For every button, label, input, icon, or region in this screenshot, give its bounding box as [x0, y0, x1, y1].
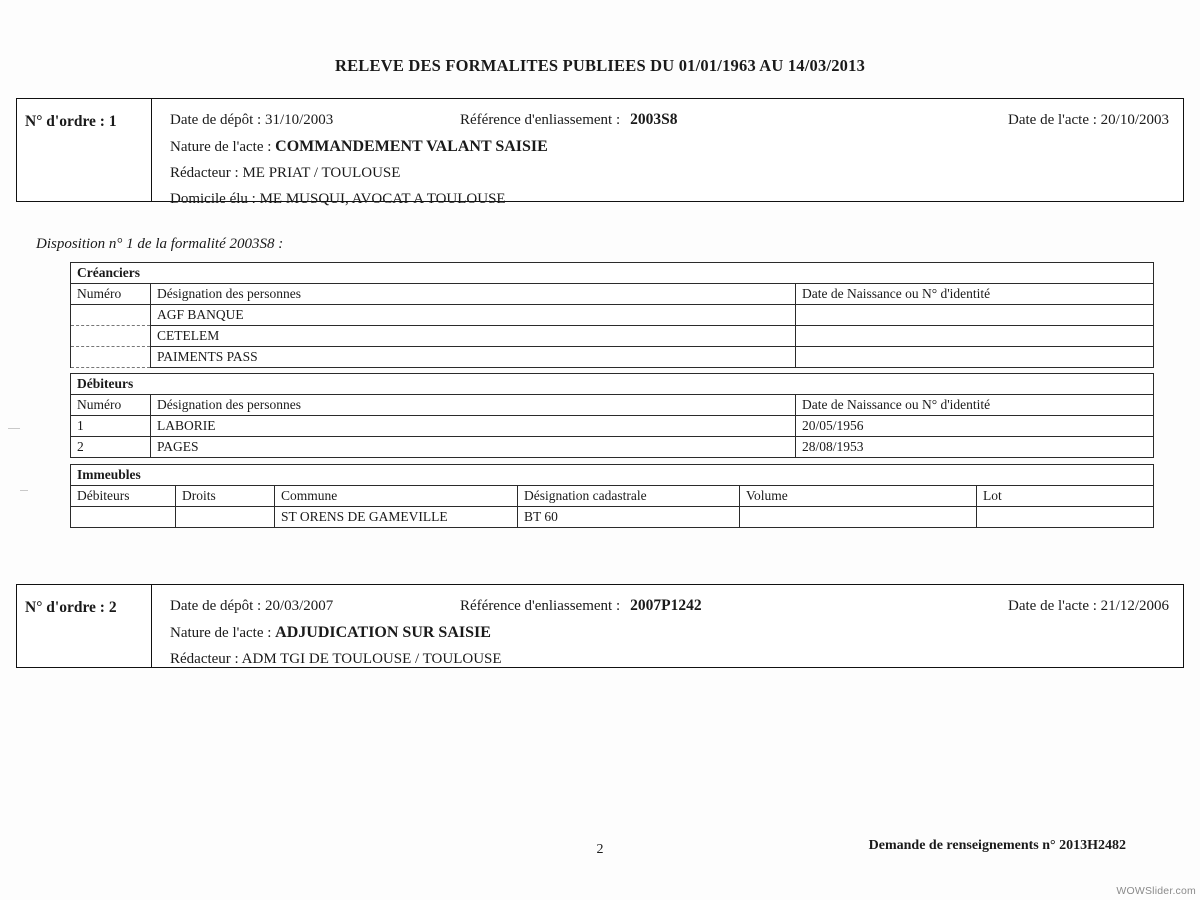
disposition-caption: Disposition n° 1 de la formalité 2003S8 : [36, 236, 284, 252]
page-number: 2 [596, 842, 604, 857]
formality-domicile-label-1: Domicile élu : [170, 191, 256, 207]
creanciers-cell-designation: CETELEM [151, 326, 796, 347]
debiteurs-col-designation: Désignation des personnes [151, 395, 796, 416]
scan-artifact [8, 428, 20, 429]
immeubles-cell-commune: ST ORENS DE GAMEVILLE [275, 507, 518, 528]
formality-reference-2 [460, 597, 1008, 615]
formality-order-number-2: N° d'ordre : 2 [17, 585, 152, 667]
table-row [71, 326, 1154, 347]
immeubles-col-commune: Commune [275, 486, 518, 507]
formality-redacteur-value-1: ME PRIAT / TOULOUSE [242, 165, 401, 181]
immeubles-cell-lot [977, 507, 1154, 528]
creanciers-col-naissance: Date de Naissance ou N° d'identité [796, 284, 1154, 305]
creanciers-cell-numero [71, 305, 151, 326]
debiteurs-table [70, 373, 1154, 458]
formality-domicile-value-1: ME MUSQUI, AVOCAT A TOULOUSE [259, 191, 506, 207]
formality-redacteur-2 [170, 651, 1169, 668]
immeubles-section-header [71, 465, 1154, 486]
formality-order-number-1: N° d'ordre : 1 [17, 99, 152, 201]
debiteurs-cell-designation: PAGES [151, 437, 796, 458]
table-row [71, 437, 1154, 458]
debiteurs-col-naissance: Date de Naissance ou N° d'identité [796, 395, 1154, 416]
immeubles-column-headers [71, 486, 1154, 507]
formality-redacteur-label-1: Rédacteur : [170, 165, 239, 181]
creanciers-cell-naissance [796, 326, 1154, 347]
formality-redacteur-value-2: ADM TGI DE TOULOUSE / TOULOUSE [241, 651, 502, 667]
formality-nature-1 [170, 138, 1169, 156]
table-row [71, 416, 1154, 437]
formality-header-1 [16, 98, 1184, 207]
formality-body-2 [152, 585, 1183, 667]
immeubles-cell-volume [740, 507, 977, 528]
formality-header-2 [16, 584, 1184, 668]
formality-reference-value-1: 2003S8 [630, 111, 678, 128]
immeubles-col-cadastrale: Désignation cadastrale [518, 486, 740, 507]
creanciers-cell-naissance [796, 347, 1154, 368]
table-row [71, 305, 1154, 326]
immeubles-cell-cadastrale: BT 60 [518, 507, 740, 528]
debiteurs-cell-numero: 1 [71, 416, 151, 437]
formality-nature-value-1: COMMANDEMENT VALANT SAISIE [275, 138, 548, 155]
formality-reference-label-2: Référence d'enliassement : [460, 598, 621, 614]
formality-reference-value-2: 2007P1242 [630, 597, 702, 614]
immeubles-table [70, 464, 1154, 528]
creanciers-table [70, 262, 1154, 368]
creanciers-cell-designation: AGF BANQUE [151, 305, 796, 326]
formality-depot-date-2: Date de dépôt : 20/03/2007 [170, 598, 334, 614]
formality-acte-date-2: Date de l'acte : 21/12/2006 [1008, 598, 1169, 614]
debiteurs-section-title: Débiteurs [71, 374, 1154, 395]
footer-reference: Demande de renseignements n° 2013H2482 [868, 838, 1126, 853]
page-title: RELEVE DES FORMALITES PUBLIEES DU 01/01/1963 AU 14/03/2013 [334, 56, 866, 75]
formality-nature-label-2: Nature de l'acte : [170, 625, 272, 641]
debiteurs-column-headers [71, 395, 1154, 416]
creanciers-section-title: Créanciers [71, 263, 1154, 284]
formality-redacteur-1 [170, 165, 1169, 182]
formality-reference-label-1: Référence d'enliassement : [460, 112, 621, 128]
table-row [71, 507, 1154, 528]
debiteurs-cell-numero: 2 [71, 437, 151, 458]
creanciers-col-designation: Désignation des personnes [151, 284, 796, 305]
debiteurs-cell-designation: LABORIE [151, 416, 796, 437]
formality-depot-date-1: Date de dépôt : 31/10/2003 [170, 112, 334, 128]
formality-nature-2 [170, 624, 1169, 642]
table-row [71, 347, 1154, 368]
immeubles-cell-debiteurs [71, 507, 176, 528]
immeubles-col-debiteurs: Débiteurs [71, 486, 176, 507]
immeubles-section-title: Immeubles [71, 465, 1154, 486]
watermark-label: WOWSlider.com [1116, 885, 1196, 897]
formality-reference-1 [460, 111, 1008, 129]
creanciers-cell-designation: PAIMENTS PASS [151, 347, 796, 368]
creanciers-cell-naissance [796, 305, 1154, 326]
formality-nature-label-1: Nature de l'acte : [170, 139, 272, 155]
debiteurs-cell-naissance: 20/05/1956 [796, 416, 1154, 437]
formality-redacteur-label-2: Rédacteur : [170, 651, 239, 667]
debiteurs-cell-naissance: 28/08/1953 [796, 437, 1154, 458]
formality-acte-date-1: Date de l'acte : 20/10/2003 [1008, 112, 1169, 128]
immeubles-col-droits: Droits [176, 486, 275, 507]
immeubles-col-volume: Volume [740, 486, 977, 507]
creanciers-cell-numero [71, 347, 151, 368]
immeubles-col-lot: Lot [977, 486, 1154, 507]
debiteurs-section-header [71, 374, 1154, 395]
creanciers-cell-numero [71, 326, 151, 347]
formality-body-1 [152, 99, 1183, 207]
formality-nature-value-2: ADJUDICATION SUR SAISIE [275, 624, 491, 641]
immeubles-cell-droits [176, 507, 275, 528]
creanciers-section-header [71, 263, 1154, 284]
creanciers-column-headers [71, 284, 1154, 305]
scan-artifact [20, 490, 28, 491]
formality-domicile-1 [170, 191, 1169, 208]
creanciers-col-numero: Numéro [71, 284, 151, 305]
debiteurs-col-numero: Numéro [71, 395, 151, 416]
